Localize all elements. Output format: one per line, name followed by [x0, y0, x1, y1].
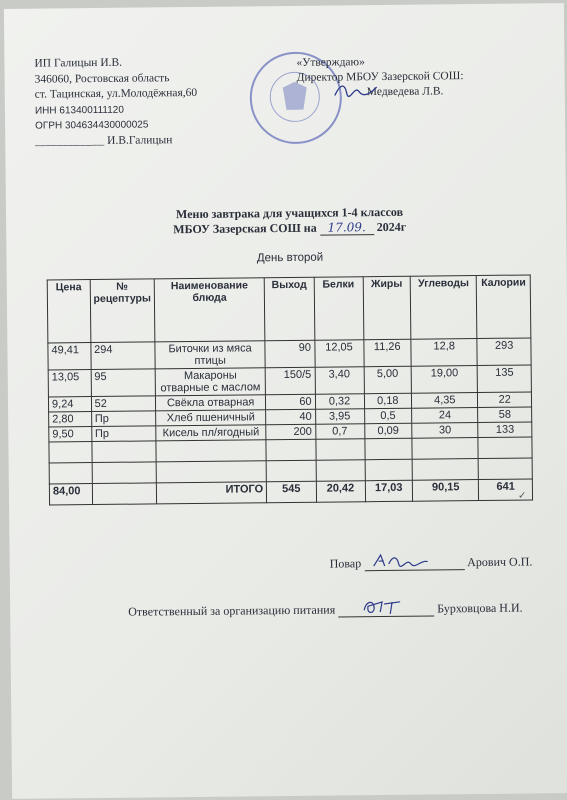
total-protein: 20,42: [316, 481, 365, 503]
cell-carbs: 4,35: [412, 393, 478, 409]
header-carbs: Углеводы: [410, 276, 477, 340]
approval-position: Директор МБОУ Зазерской СОШ:: [296, 70, 464, 84]
cell-price: 13,05: [48, 370, 91, 397]
header-yield: Выход: [264, 277, 314, 341]
cell-calories: 58: [478, 407, 532, 423]
cell-protein: 0,7: [315, 424, 364, 440]
cell-calories: 135: [478, 365, 532, 393]
cell-carbs: 12,8: [411, 339, 478, 367]
menu-table: [47, 274, 533, 505]
header-recipe: № рецептуры: [90, 279, 155, 343]
cell-price: 2,80: [49, 412, 92, 427]
cell-recipe: 294: [90, 342, 155, 370]
cell-protein: 12,05: [314, 340, 363, 368]
cell-protein: 3,40: [315, 367, 364, 395]
responsible-name: Бурховцова Н.И.: [437, 600, 523, 616]
cook-signature: [370, 552, 430, 571]
cook-label: Повар: [329, 556, 362, 571]
cell-protein: 0,32: [315, 394, 364, 410]
company-inn: ИНН 613400111120: [34, 104, 124, 117]
cell-recipe: 52: [91, 396, 156, 412]
responsible-signature-line: [128, 601, 523, 620]
cook-signature-line: [330, 554, 533, 571]
cell-dish: Кисель пл/ягодный: [156, 425, 266, 441]
company-postal: 346060, Ростовская область: [34, 71, 170, 86]
cell-fat: 0,09: [364, 423, 412, 438]
approval-block: [296, 54, 463, 101]
cell-fat: 0,5: [364, 408, 412, 423]
document-page: [4, 3, 567, 799]
cell-yield: 150/5: [265, 367, 315, 395]
cell-calories: 293: [477, 338, 531, 366]
cell-calories: 133: [478, 422, 532, 438]
cell-recipe: 95: [91, 369, 156, 397]
cell-yield: 40: [266, 409, 315, 425]
total-recipe: [92, 483, 157, 505]
director-signature: [333, 81, 379, 99]
header-fat: Жиры: [363, 276, 411, 339]
cell-recipe: Пр: [91, 426, 156, 442]
cell-carbs: 24: [412, 408, 478, 424]
company-info: [34, 55, 197, 150]
company-name: ИП Галицын И.В.: [34, 56, 123, 70]
header-calories: Калории: [477, 275, 531, 339]
company-ogrn: ОГРН 304634430000025: [35, 119, 149, 132]
cell-dish: Свёкла отварная: [155, 395, 265, 411]
cell-price: 9,50: [49, 427, 92, 442]
approval-word: «Утверждаю»: [296, 56, 365, 69]
header-dish: Наименование блюда: [154, 278, 265, 342]
menu-year: 2024г: [376, 219, 407, 235]
check-mark-icon: ✓: [517, 490, 527, 502]
cell-recipe: Пр: [91, 411, 156, 427]
menu-date: 17.09.: [320, 220, 374, 236]
cell-dish: Биточки из мяса птицы: [155, 341, 266, 369]
total-label: ИТОГО: [156, 482, 266, 504]
cook-name: Арович О.П.: [467, 554, 533, 570]
total-price: 84,00: [49, 484, 92, 505]
responsible-signature: [360, 596, 406, 616]
approval-name: Медведева Л.В.: [366, 85, 444, 99]
total-fat: 17,03: [365, 480, 413, 501]
company-street: ст. Тацинская, ул.Молодёжная,60: [34, 86, 198, 101]
cell-yield: 90: [265, 340, 315, 368]
cell-dish: Макароны отварные с маслом: [155, 368, 266, 396]
day-subtitle: День второй: [256, 251, 324, 265]
cell-protein: 3,95: [315, 409, 364, 425]
school-name: МБОУ Зазерская СОШ на: [173, 220, 317, 237]
total-row: [49, 479, 532, 505]
responsible-label: Ответственный за организацию питания: [128, 602, 336, 619]
cell-fat: 11,26: [363, 339, 411, 366]
cell-fat: 5,00: [364, 366, 412, 393]
cell-fat: 0,18: [364, 393, 412, 408]
header-protein: Белки: [314, 277, 364, 341]
header-price: Цена: [47, 280, 90, 343]
cell-yield: 200: [266, 424, 315, 440]
cell-price: 9,24: [48, 397, 91, 412]
cell-yield: 60: [266, 394, 315, 410]
total-calories: 641: [479, 479, 533, 501]
cell-carbs: 19,00: [411, 366, 478, 394]
cell-price: 49,41: [48, 343, 91, 370]
total-carbs: 90,15: [412, 480, 479, 502]
cell-dish: Хлеб пшеничный: [156, 410, 266, 426]
cell-carbs: 30: [412, 423, 478, 439]
total-yield: 545: [267, 481, 317, 503]
menu-title: Меню завтрака для учащихся 1-4 классов: [175, 204, 404, 222]
table-header-row: [47, 275, 531, 343]
company-signer: ____________ И.В.Галицын: [35, 133, 173, 148]
cell-calories: 22: [478, 392, 532, 408]
